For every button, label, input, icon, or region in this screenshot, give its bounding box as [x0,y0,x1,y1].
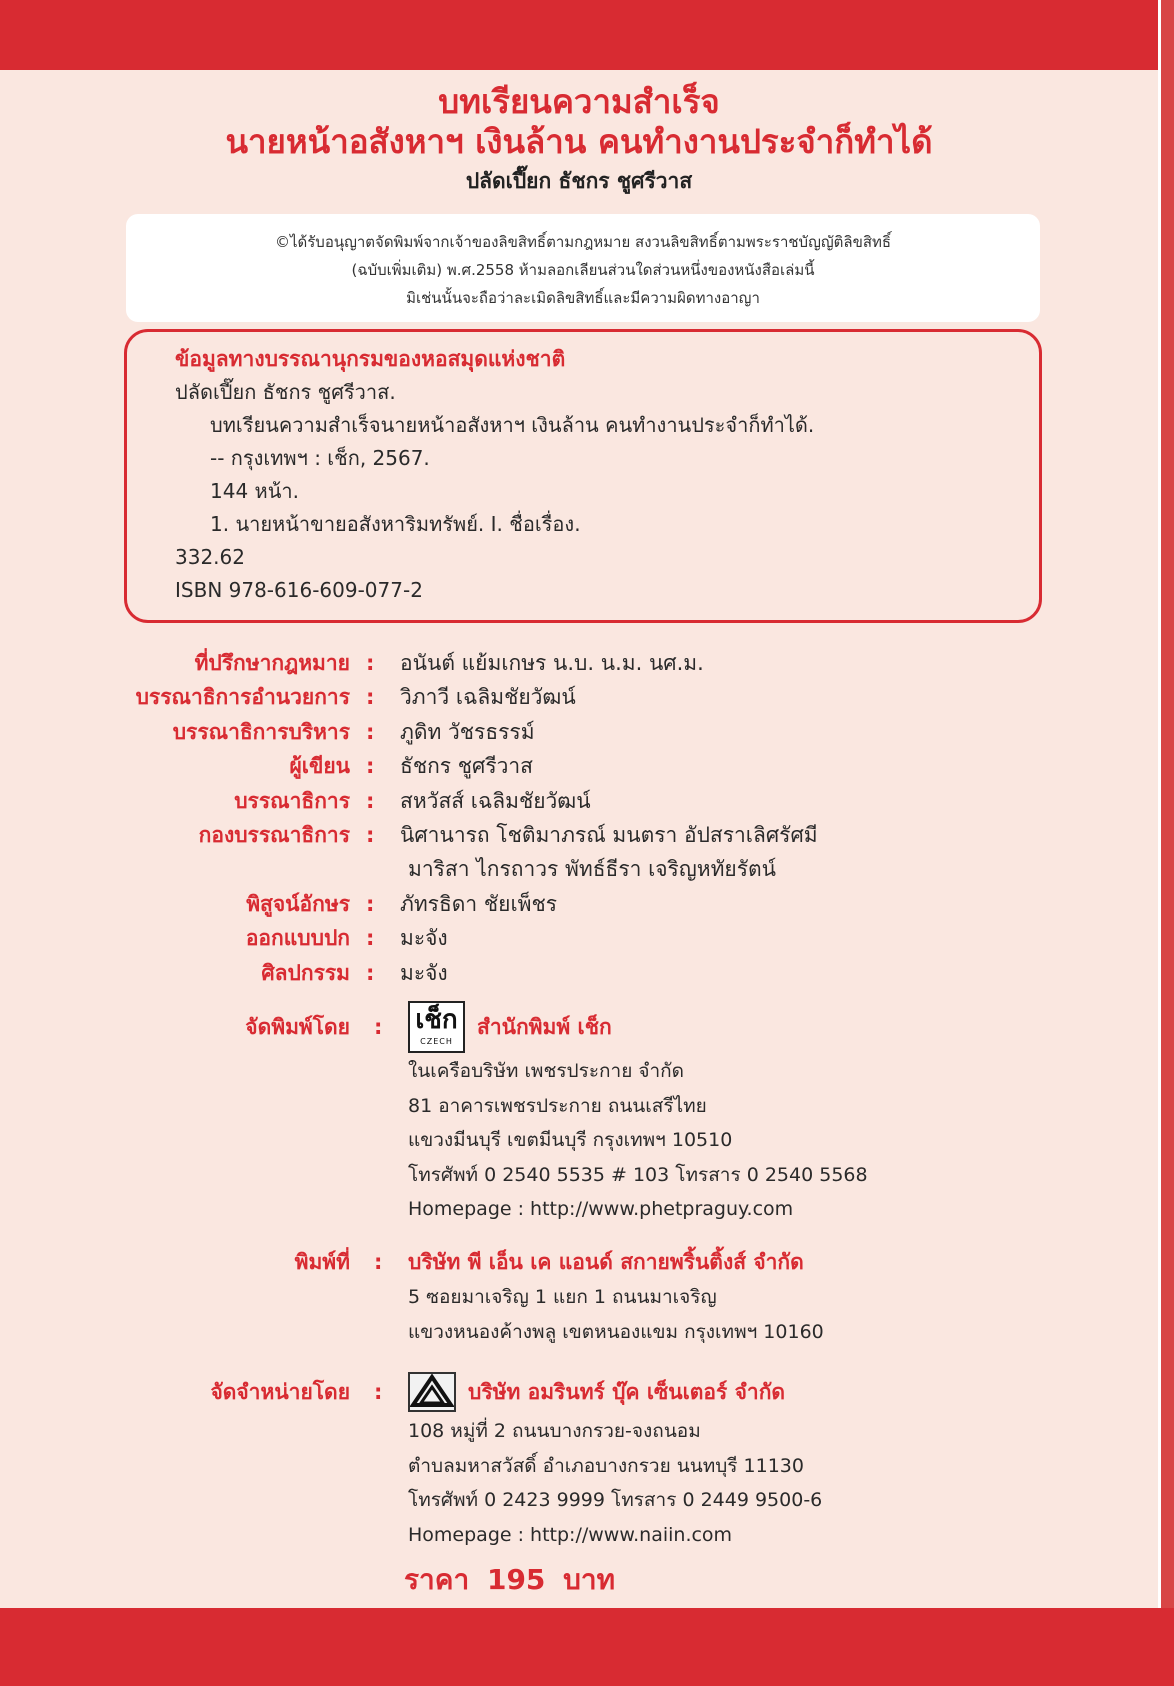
credit-colon: : [366,719,375,744]
credit-colon: : [366,823,375,848]
cip-subject: 1. นายหน้าขายอสังหาริมทรัพย์. I. ชื่อเรื่อง. [210,512,581,536]
publisher-address-line: แขวงมีนบุรี เขตมีนบุรี กรุงเทพฯ 10510 [408,1129,733,1151]
distributor-address-line: 108 หมู่ที่ 2 ถนนบางกรวย-จงถนอม [408,1420,701,1442]
credit-colon: : [366,685,375,710]
credit-row [0,715,1158,749]
printer-colon: : [374,1250,383,1274]
credit-colon: : [366,926,375,951]
credit-label: บรรณาธิการบริหาร [172,719,350,744]
cip-title: บทเรียนความสำเร็จนายหน้าอสังหาฯ เงินล้าน คนทำงานประจำก็ทำได้. [210,413,815,437]
logo-text: เช็ก [415,1005,458,1035]
credit-label: บรรณาธิการ [234,788,350,813]
distributor-phone: โทรศัพท์ 0 2423 9999 โทรสาร 0 2449 9500-6 [408,1489,823,1511]
credit-colon: : [366,891,375,916]
printer-address-line: 5 ซอยมาเจริญ 1 แยก 1 ถนนมาเจริญ [408,1286,717,1308]
credit-colon: : [366,651,375,675]
credit-label: กองบรรณาธิการ [198,823,350,848]
printer-name: บริษัท พี เอ็น เค แอนด์ สกายพริ้นติ้งส์ จำกัด [408,1249,804,1274]
credit-value: ภัทรธิดา ชัยเพ็ชร [400,891,557,916]
copyright-line: มิเช่นนั้นจะถือว่าละเมิดลิขสิทธิ์และมีความผิดทางอาญา [406,289,760,307]
credit-label: ศิลปกรรม [261,960,350,985]
publisher-address-line: 81 อาคารเพชรประกาย ถนนเสรีไทย [408,1094,707,1117]
publisher-name: สำนักพิมพ์ เช็ก [477,1014,612,1039]
book-price: ราคา 195 บาท [404,1563,616,1596]
credit-value: นิศานารถ โชติมาภรณ์ มนตรา อัปสราเลิศรัศมี [400,823,818,848]
book-title-line-1: บทเรียนความสำเร็จ [438,82,720,121]
cip-author: ปลัดเปี๊ยก ธัชกร ชูศรีวาส. [175,380,396,404]
czech-publisher-logo [408,1001,465,1053]
credit-value: วิภาวี เฉลิมชัยวัฒน์ [400,685,576,710]
credit-value: สหวัสส์ เฉลิมชัยวัฒน์ [400,788,591,813]
publisher-row [0,1000,1158,1054]
cip-imprint: -- กรุงเทพฯ : เช็ก, 2567. [210,446,430,470]
distributor-section [0,1370,1158,1552]
bottom-red-band [0,1608,1174,1686]
credit-value: มะจัง [400,960,448,985]
credit-value: มะจัง [400,926,448,951]
cip-pages: 144 หน้า. [210,479,299,503]
printer-address-line: แขวงหนองค้างพลู เขตหนองแขม กรุงเทพฯ 10160 [408,1320,824,1343]
credit-label: ที่ปรึกษากฎหมาย [194,651,350,675]
credit-value-continued: มาริสา ไกรถาวร พัทธ์ธีรา เจริญหทัยรัตน์ [408,857,776,882]
credit-value: อนันต์ แย้มเกษร น.บ. น.ม. นศ.ม. [400,651,704,675]
book-title-line-2: นายหน้าอสังหาฯ เงินล้าน คนทำงานประจำก็ทำได้ [225,122,933,161]
top-red-band [0,0,1174,70]
publisher-homepage: Homepage : http://www.phetpraguy.com [408,1198,794,1220]
credit-value: ภูดิท วัชรธรรม์ [400,719,535,744]
triangle-logo-icon [410,1374,454,1410]
credit-row [0,784,1158,818]
publisher-section [0,1000,1158,1227]
credit-colon: : [366,960,375,985]
copyright-line: (ฉบับเพิ่มเติม) พ.ศ.2558 ห้ามลอกเลียนส่วนใดส่วนหนึ่งของหนังสือเล่มนี้ [351,261,815,279]
credit-row [0,818,1158,852]
publisher-colon: : [374,1015,383,1039]
credits-list [0,646,1158,990]
credit-colon: : [366,754,375,779]
copyright-line: ©ได้รับอนุญาตจัดพิมพ์จากเจ้าของลิขสิทธิ์ตามกฎหมาย สงวนลิขสิทธิ์ตามพระราชบัญญัติลิขสิทธิ์ [274,233,892,251]
credit-row [0,921,1158,955]
credit-label: บรรณาธิการอำนวยการ [135,685,350,710]
credit-label: ผู้เขียน [289,754,350,779]
credit-row [0,749,1158,783]
book-author: ปลัดเปี๊ยก ธัชกร ชูศรีวาส [465,169,693,193]
cip-catalog-box [124,329,1042,623]
printer-label: พิมพ์ที่ [294,1249,350,1274]
printer-row [0,1244,1158,1280]
naiin-distributor-logo [408,1372,456,1412]
distributor-colon: : [374,1380,383,1404]
publisher-address-line: ในเครือบริษัท เพชรประกาย จำกัด [408,1060,685,1082]
credit-label: ออกแบบปก [245,926,350,951]
cip-classification: 332.62 [175,545,245,569]
credit-row [0,956,1158,990]
cip-heading: ข้อมูลทางบรรณานุกรมของหอสมุดแห่งชาติ [175,347,566,371]
cip-isbn: ISBN 978-616-609-077-2 [175,578,423,602]
credit-row [0,646,1158,680]
credit-value: ธัชกร ชูศรีวาส [400,754,534,779]
title-block [0,82,1158,198]
distributor-name: บริษัท อมรินทร์ บุ๊ค เซ็นเตอร์ จำกัด [468,1379,786,1404]
copyright-notice [126,214,1040,322]
credit-label: พิสูจน์อักษร [246,891,350,916]
credit-row [0,887,1158,921]
credit-row [0,680,1158,714]
logo-subtext: CZECH [420,1037,453,1046]
distributor-address-line: ตำบลมหาสวัสดิ์ อำเภอบางกรวย นนทบุรี 11130 [408,1454,804,1477]
publisher-label: จัดพิมพ์โดย [245,1014,350,1039]
distributor-row [0,1370,1158,1414]
right-page-edge [1158,0,1174,1686]
publisher-phone: โทรศัพท์ 0 2540 5535 # 103 โทรสาร 0 2540 5568 [408,1163,868,1186]
credit-colon: : [366,788,375,813]
printer-section [0,1244,1158,1349]
distributor-homepage: Homepage : http://www.naiin.com [408,1523,733,1546]
distributor-label: จัดจำหน่ายโดย [210,1379,350,1404]
